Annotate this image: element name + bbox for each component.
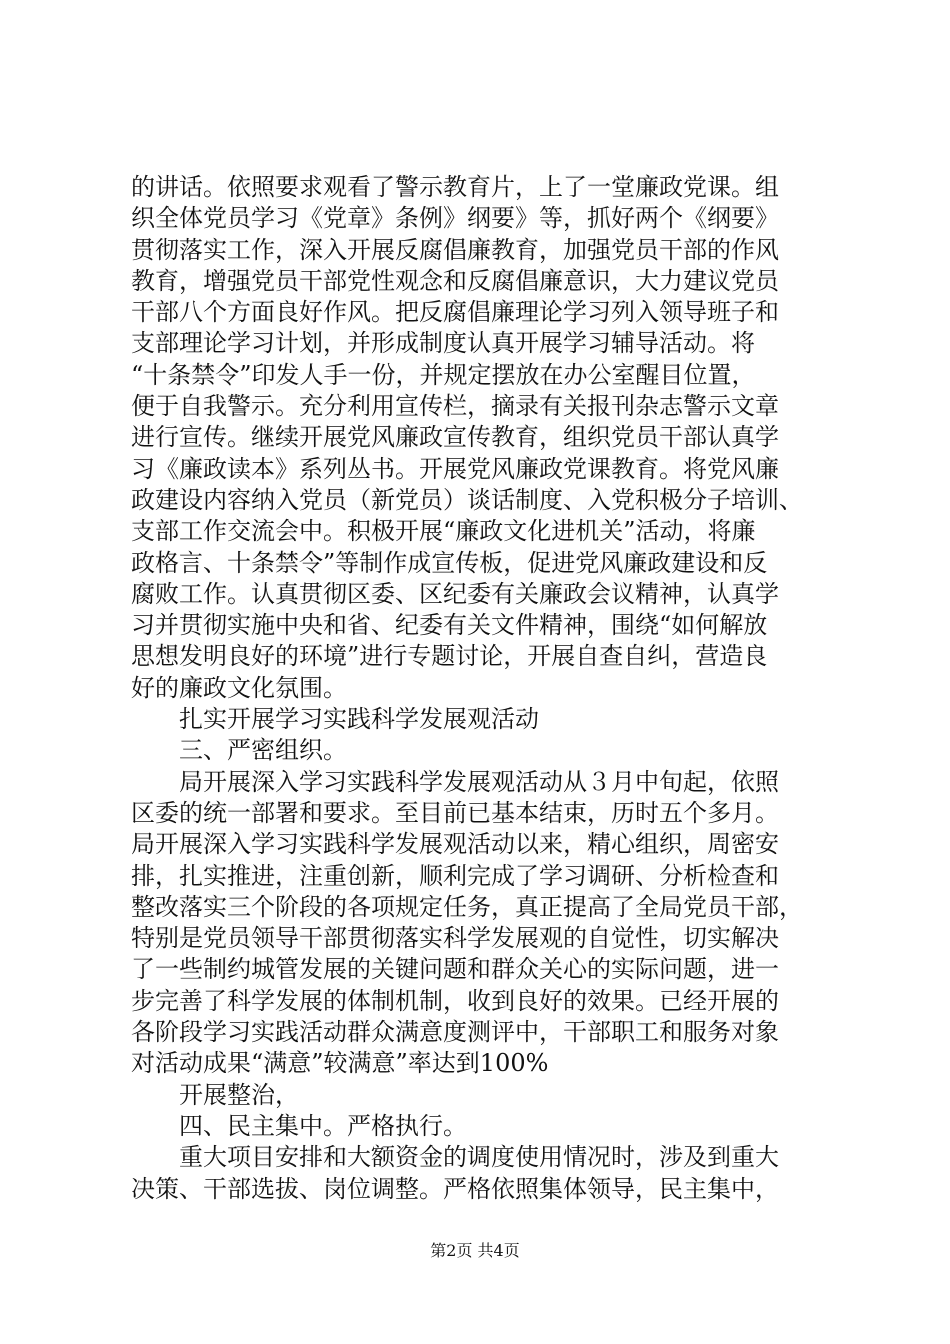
text-line: 重大项目安排和大额资金的调度使用情况时，涉及到重大 — [179, 1143, 779, 1172]
text-line: 局开展深入学习实践科学发展观活动从３月中旬起，依照 — [179, 767, 779, 796]
text-line: 支部工作交流会中。积极开展“廉政文化进机关”活动，将廉 — [131, 517, 756, 546]
text-line: 决策、干部选拔、岗位调整。严格依照集体领导，民主集中， — [131, 1174, 779, 1203]
text-line: 思想发明良好的环境”进行专题讨论，开展自查自纠，营造良 — [131, 642, 768, 671]
text-line: 的讲话。依照要求观看了警示教育片，上了一堂廉政党课。组 — [131, 173, 779, 201]
text-line: 教育，增强党员干部党性观念和反腐倡廉意识，大力建议党员 — [131, 266, 779, 295]
text-line: 政建设内容纳入党员（新党员）谈话制度、入党积极分子培训、 — [131, 485, 803, 514]
section-heading: 三、严密组织。 — [179, 736, 347, 765]
section-heading: 四、民主集中。严格执行。 — [179, 1111, 467, 1140]
text-line: 干部八个方面良好作风。把反腐倡廉理论学习列入领导班子和 — [131, 298, 779, 327]
text-line: 习《廉政读本》系列丛书。开展党风廉政党课教育。将党风廉 — [131, 454, 779, 483]
text-line: 了一些制约城管发展的关键问题和群众关心的实际问题，进一 — [131, 955, 779, 984]
section-heading: 开展整治， — [179, 1080, 299, 1109]
text-line: 习并贯彻实施中央和省、纪委有关文件精神，围绕“如何解放 — [131, 611, 768, 640]
text-line: 对活动成果“满意”较满意”率达到100% — [131, 1049, 549, 1078]
text-line: 排，扎实推进，注重创新，顺利完成了学习调研、分析检查和 — [131, 861, 779, 890]
text-line: “十条禁令”印发人手一份，并规定摆放在办公室醒目位置， — [131, 360, 756, 389]
text-line: 腐败工作。认真贯彻区委、区纪委有关廉政会议精神，认真学 — [131, 579, 779, 608]
body-text — [131, 172, 821, 1205]
section-heading: 扎实开展学习实践科学发展观活动 — [179, 705, 539, 734]
text-line: 织全体党员学习《党章》条例》纲要》等，抓好两个《纲要》 — [131, 204, 779, 233]
text-line: 步完善了科学发展的体制机制，收到良好的效果。已经开展的 — [131, 986, 779, 1015]
text-line: 政格言、十条禁令”等制作成宣传板，促进党风廉政建设和反 — [131, 548, 768, 577]
text-line: 好的廉政文化氛围。 — [131, 673, 347, 702]
text-line: 贯彻落实工作，深入开展反腐倡廉教育，加强党员干部的作风 — [131, 235, 779, 264]
text-line: 局开展深入学习实践科学发展观活动以来，精心组织，周密安 — [131, 830, 779, 859]
text-line: 进行宣传。继续开展党风廉政宣传教育，组织党员干部认真学 — [131, 423, 779, 452]
text-line: 支部理论学习计划，并形成制度认真开展学习辅导活动。将 — [131, 329, 755, 358]
text-line: 区委的统一部署和要求。至目前已基本结束，历时五个多月。 — [131, 798, 779, 827]
text-line: 整改落实三个阶段的各项规定任务，真正提高了全局党员干部， — [131, 892, 803, 921]
text-line: 特别是党员领导干部贯彻落实科学发展观的自觉性，切实解决 — [131, 924, 779, 953]
page-number-footer: 第2页 共4页 — [430, 1241, 520, 1260]
text-line: 便于自我警示。充分利用宣传栏，摘录有关报刊杂志警示文章 — [131, 392, 779, 421]
text-line: 各阶段学习实践活动群众满意度测评中，干部职工和服务对象 — [131, 1018, 779, 1047]
